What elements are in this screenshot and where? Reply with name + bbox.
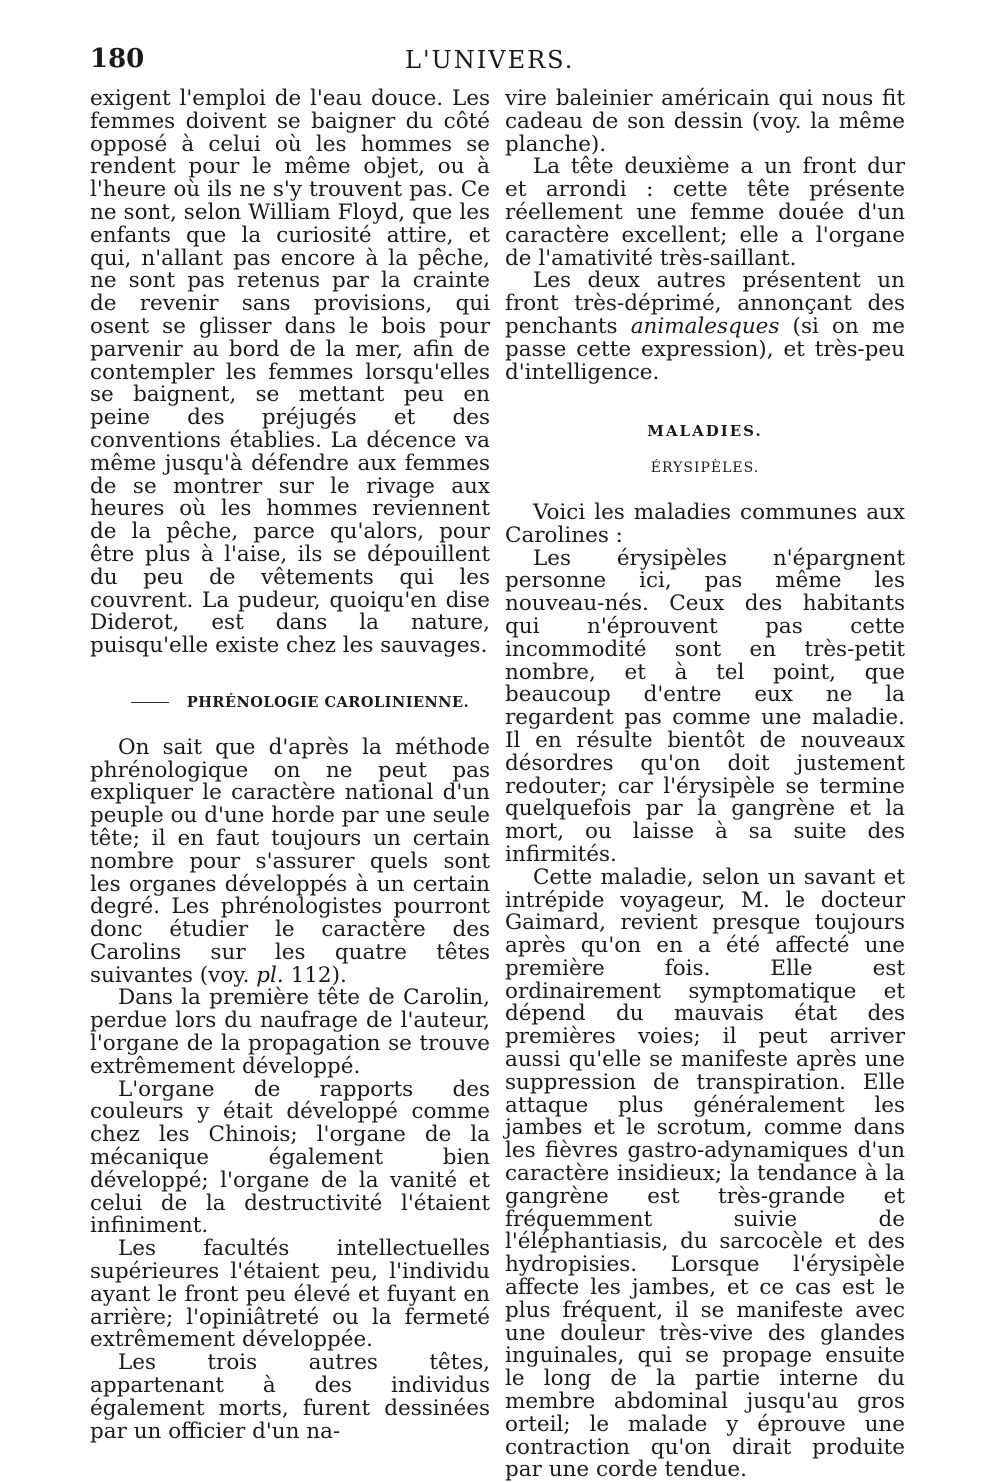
paragraph: exigent l'emploi de l'eau douce. Les femmes doivent se baigner du côté opposé à celui où les hommes se rendent pour le même objet, ou à l'heure où ils ne s'y trouvent pas. Ce ne sont, selon William Floyd, que les enfants que la curiosité attire, et qui, n'allant pas encore à la pêche, ne sont pas retenus par la crainte de revenir sans provisions, qui osent se glisser dans le bois pour parvenir au bord de la mer, afin de contempler les femmes lorsqu'elles se baignent, se mettant peu en peine des préjugés et des conventions établies. La décence va même jusqu'à défendre aux femmes de se montrer sur le rivage aux heures où les hommes reviennent de la pêche, parce qu'alors, pour être plus à l'aise, ils se dépouillent du peu de vêtements qui les couvrent. La pudeur, quoiqu'en dise Diderot, est dans la nature, puisqu'elle existe chez les sauvages.: [90, 86, 490, 659]
heading-text: PHRÉNOLOGIE CAROLINIENNE.: [186, 693, 470, 711]
page-number: 180: [90, 44, 145, 74]
paragraph: Les facultés intellectuelles supérieures l'étaient peu, l'individu ayant le front peu élevé et fuyant en arrière; l'opiniâtreté ou la fermeté extrêmement développée.: [90, 1236, 490, 1353]
paragraph: [90, 734, 490, 988]
text-run: On sait que d'après la méthode phrénologique on ne peut pas expliquer le caractère national d'un peuple ou d'une horde par une seule tête; il en faut toujours un certain nombre pour s'assurer quels sont les organes développés à un certain degré. Les phrénologistes pourront donc étudier le caractère des Carolins sur les quatre têtes suivantes (voy.: [90, 734, 490, 988]
paragraph: [505, 270, 905, 384]
paragraph: Voici les maladies communes aux Carolines :: [505, 499, 905, 548]
left-column: [90, 88, 490, 1443]
section-subheading-erysipeles: ÉRYSIPÈLES.: [650, 460, 760, 477]
right-column: [505, 88, 905, 1482]
text-run: (si on me passe cette expression), et très-peu d'intelligence.: [505, 313, 905, 385]
paragraph: Cette maladie, selon un savant et intrépide voyageur, M. le docteur Gaimard, revient presque toujours après qu'on en a été affecté une première fois. Elle est ordinairement symptomatique et dépend du mauvais état des premières voies; il peut arriver aussi qu'elle se manifeste après une suppression de transpiration. Elle attaque plus généralement les jambes et le scrotum, comme dans les fièvres gastro-adynamiques d'un caractère insidieux; la tendance à la gangrène est très-grande et fréquemment suivie de l'éléphantiasis, du sarcocèle et des hydropisies. Lorsque l'érysipèle affecte les jambes, et ce cas est le plus fréquent, il se manifeste avec une douleur très-vive des glandes inguinales, qui se propage ensuite le long de la partie interne du membre abdominal jusqu'au gros orteil; le malade y éprouve une contraction qu'on dirait produite par une corde tendue.: [505, 864, 905, 1482]
text-run: Les deux autres présentent un front très-déprimé, annonçant des penchants: [505, 268, 905, 339]
rule-dash: [131, 702, 169, 703]
paragraph: Les érysipèles n'épargnent personne ici, pas même les nouveau-nés. Ceux des habitants qui n'éprouvent pas cette incommodité sont en très-petit nombre, et à tel point, que beaucoup d'entre eux ne la regardent pas comme une maladie. Il en résulte bientôt de nouveaux désordres qu'on doit justement redouter; car l'érysipèle se termine quelquefois par la gangrène et la mort, ou laisse à sa suite des infirmités.: [505, 545, 905, 867]
paragraph: vire baleinier américain qui nous fit cadeau de son dessin (voy. la même planche).: [505, 86, 905, 157]
paragraph: L'organe de rapports des couleurs y était développé comme chez les Chinois; l'organe de la mécanique également bien développé; l'organe de la vanité et celui de la destructivité l'étaient infiniment.: [90, 1076, 490, 1239]
page-header: [90, 44, 910, 80]
italic-text: animalesques: [630, 313, 780, 339]
paragraph: Les trois autres têtes, appartenant à des individus également morts, furent dessinées par un officier d'un na-: [90, 1350, 490, 1444]
running-title: L'UNIVERS.: [405, 46, 575, 74]
section-heading-maladies: MALADIES.: [647, 422, 763, 441]
paragraph: Dans la première tête de Carolin, perdue lors du naufrage de l'auteur, l'organe de la propagation se trouve extrêmement développé.: [90, 985, 490, 1079]
italic-text: pl.: [256, 962, 284, 988]
text-run: 112).: [283, 962, 347, 988]
paragraph: La tête deuxième a un front dur et arrondi : cette tête présente réellement une femme douée d'un caractère excellent; elle a l'organe de l'amativité très-saillant.: [505, 154, 905, 271]
section-heading-phrenologie: [90, 692, 490, 715]
